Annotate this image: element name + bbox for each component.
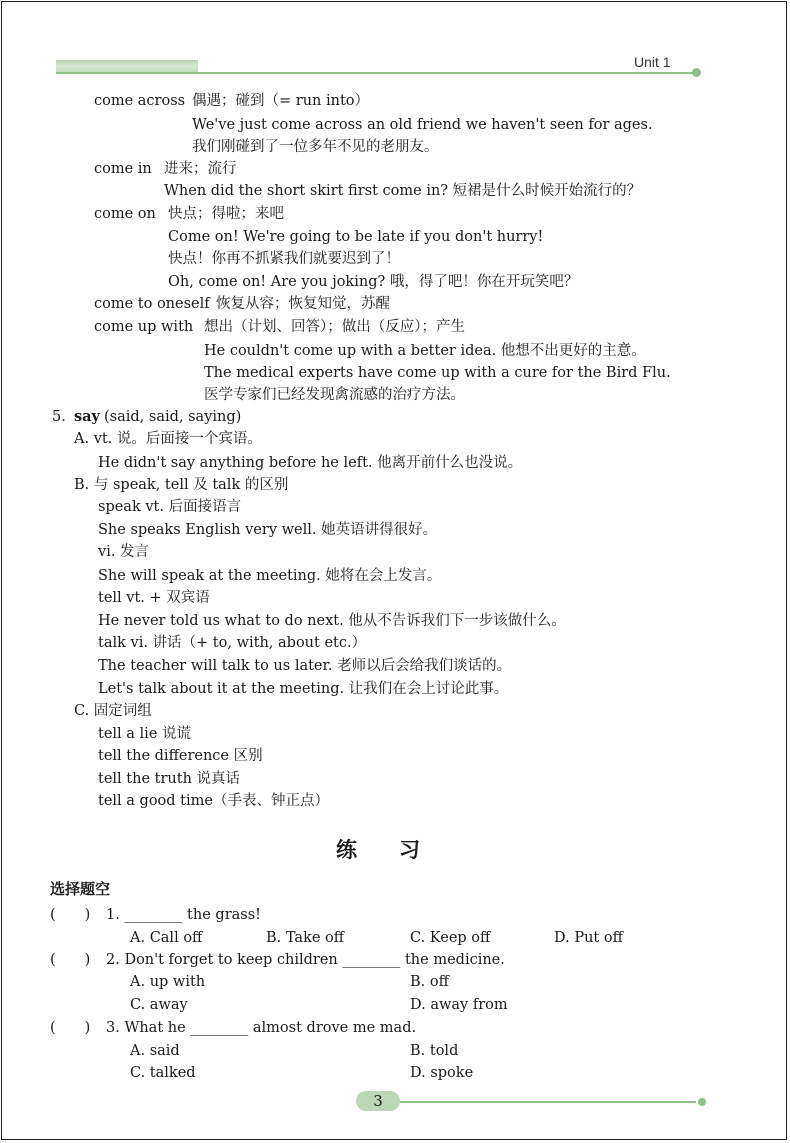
subsection-b-line: speak vt. 后面接语言 xyxy=(98,499,242,515)
footer-rule xyxy=(400,1101,696,1103)
question-stem: 2. Don't forget to keep children ________ the medicine. xyxy=(106,952,505,968)
subsection-a: A. vt. 说。后面接一个宾语。 xyxy=(74,431,262,447)
entry-translation: 我们刚碰到了一位多年不见的老朋友。 xyxy=(192,139,439,155)
footer-dot xyxy=(698,1098,706,1106)
answer-blank[interactable]: ( ) xyxy=(50,952,91,968)
entry-head: come up with xyxy=(94,319,194,335)
question-stem: 1. ________ the grass! xyxy=(106,907,261,923)
subsection-b-line: talk vi. 讲话（+ to, with, about etc.） xyxy=(98,635,367,651)
option[interactable]: C. Keep off xyxy=(410,930,491,946)
entry-definition: 快点；得啦；来吧 xyxy=(168,206,284,222)
option[interactable]: D. Put off xyxy=(554,930,623,946)
entry-example: He couldn't come up with a better idea. 他想不出更好的主意。 xyxy=(204,343,646,359)
subsection-b-line: The teacher will talk to us later. 老师以后会给我们谈话的。 xyxy=(98,658,512,674)
header-dot xyxy=(692,68,701,77)
answer-blank[interactable]: ( ) xyxy=(50,1020,91,1036)
subsection-b-line: She will speak at the meeting. 她将在会上发言。 xyxy=(98,568,442,584)
option[interactable]: D. spoke xyxy=(410,1065,474,1081)
entry-definition: 想出（计划、回答）；做出（反应）；产生 xyxy=(204,319,465,335)
subsection-c: C. 固定词组 xyxy=(74,703,152,719)
entry-example: Oh, come on! Are you joking? 哦，得了吧！你在开玩笑吧？ xyxy=(168,274,579,290)
option[interactable]: A. Call off xyxy=(130,930,203,946)
subsection-b-line: She speaks English very well. 她英语讲得很好。 xyxy=(98,522,438,538)
phrase-line: tell the truth 说真话 xyxy=(98,771,241,787)
option[interactable]: B. off xyxy=(410,974,449,990)
subsection-b-line: He never told us what to do next. 他从不告诉我们下一步该做什么。 xyxy=(98,613,566,629)
option[interactable]: B. Take off xyxy=(266,930,345,946)
entry-example: Come on! We're going to be late if you don't hurry! xyxy=(168,229,544,245)
phrase-line: tell the difference 区别 xyxy=(98,748,263,764)
question-stem: 3. What he ________ almost drove me mad. xyxy=(106,1020,417,1036)
phrase-line: tell a lie 说谎 xyxy=(98,726,192,742)
entry-definition: 进来；流行 xyxy=(164,161,237,177)
exercise-title: 练 习 xyxy=(336,838,420,862)
headword: say xyxy=(74,408,100,425)
section-heading: 选择题空 xyxy=(50,880,111,898)
phrase-line: tell a good time（手表、钟正点） xyxy=(98,793,329,809)
headword-forms: (said, said, saying) xyxy=(104,409,242,425)
subsection-b-line: vi. 发言 xyxy=(98,544,150,560)
entry-definition: 恢复从容；恢复知觉，苏醒 xyxy=(216,296,390,312)
subsection-b: B. 与 speak, tell 及 talk 的区别 xyxy=(74,477,289,493)
option[interactable]: B. told xyxy=(410,1043,459,1059)
subsection-b-line: tell vt. + 双宾语 xyxy=(98,590,210,606)
entry-translation: 医学专家们已经发现禽流感的治疗方法。 xyxy=(204,387,465,403)
option[interactable]: C. talked xyxy=(130,1065,196,1081)
entry-head: come to oneself xyxy=(94,296,210,312)
unit-label: Unit 1 xyxy=(634,54,671,70)
entry-head: come in xyxy=(94,161,152,177)
page-number: 3 xyxy=(356,1091,400,1111)
option[interactable]: A. said xyxy=(130,1043,180,1059)
entry-example: We've just come across an old friend we haven't seen for ages. xyxy=(192,117,653,133)
entry-example: When did the short skirt first come in? 短裙是什么时候开始流行的？ xyxy=(164,183,642,199)
subsection-a-example: He didn't say anything before he left. 他离开前什么也没说。 xyxy=(98,455,523,471)
entry-definition: 偶遇；碰到（= run into） xyxy=(192,93,370,109)
item-number: 5. xyxy=(52,409,66,425)
subsection-b-line: Let's talk about it at the meeting. 让我们在会上讨论此事。 xyxy=(98,681,509,697)
entry-translation: 快点！你再不抓紧我们就要迟到了！ xyxy=(168,251,400,267)
option[interactable]: D. away from xyxy=(410,997,508,1013)
entry-head: come on xyxy=(94,206,156,222)
option[interactable]: A. up with xyxy=(130,974,206,990)
header-band xyxy=(56,60,198,72)
entry-head: come across xyxy=(94,93,186,109)
answer-blank[interactable]: ( ) xyxy=(50,907,91,923)
option[interactable]: C. away xyxy=(130,997,188,1013)
header-rule xyxy=(56,72,696,74)
entry-example: The medical experts have come up with a cure for the Bird Flu. xyxy=(204,365,671,381)
